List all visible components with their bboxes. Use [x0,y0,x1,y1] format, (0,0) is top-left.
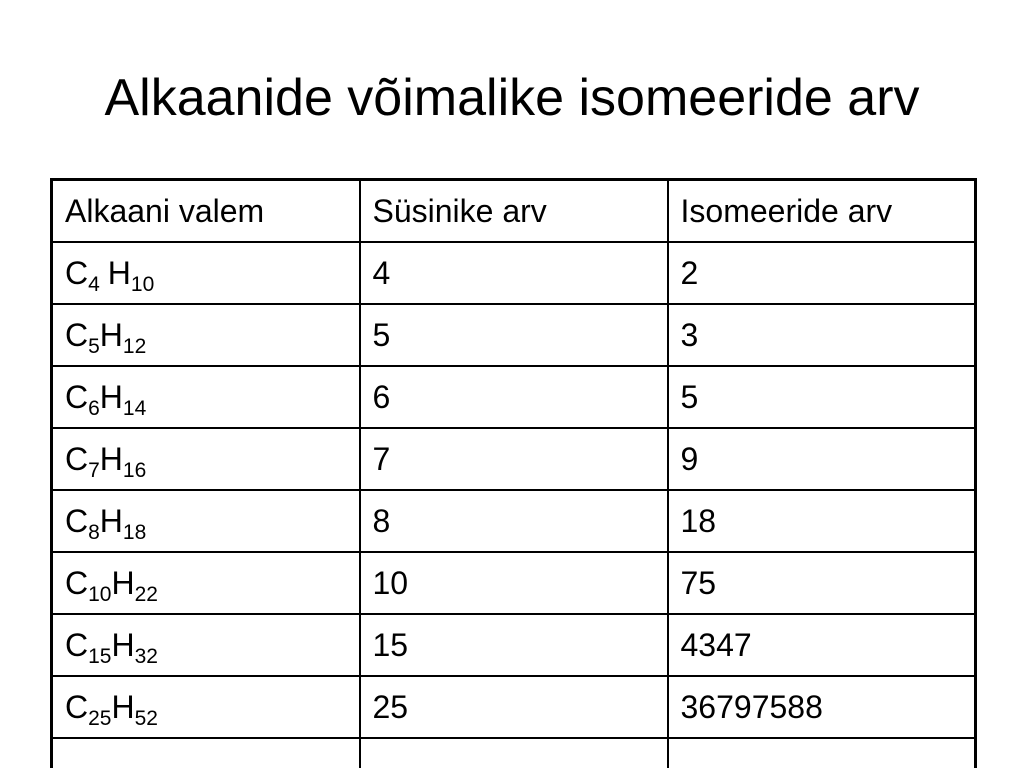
formula-hydrogen: H [111,688,135,725]
formula-hydrogen: H [107,254,131,291]
cell-carbon-count: 4 [360,242,668,304]
formula-hydrogen-subscript: 18 [122,520,147,544]
formula-hydrogen: H [99,378,123,415]
cell-carbon-count [360,738,668,768]
cell-carbon-count: 8 [360,490,668,552]
table-row [52,614,976,676]
formula-hydrogen: H [111,564,135,601]
table-body [52,242,976,768]
cell-formula [52,614,360,676]
cell-formula [52,304,360,366]
cell-carbon-count: 5 [360,304,668,366]
table-row [52,552,976,614]
cell-carbon-count: 6 [360,366,668,428]
cell-carbon-count: 15 [360,614,668,676]
header-carbon-count: Süsinike arv [360,180,668,243]
formula-carbon-subscript: 4 [88,272,100,296]
formula-carbon-subscript: 6 [88,396,100,420]
slide-title: Alkaanide võimalike isomeeride arv [104,69,920,127]
formula-carbon-subscript: 8 [88,520,100,544]
formula-hydrogen-subscript: 52 [134,706,158,730]
cell-formula [52,366,360,428]
formula-hydrogen-subscript: 32 [134,644,158,668]
formula-carbon-subscript: 7 [88,458,100,482]
formula-carbon-subscript: 5 [88,334,100,358]
cell-isomer-count: 3 [668,304,976,366]
table-row [52,676,976,738]
formula-hydrogen: H [99,440,123,477]
formula-hydrogen-subscript: 10 [130,272,155,296]
formula-carbon: C [65,254,89,291]
cell-isomer-count: 5 [668,366,976,428]
formula-carbon-subscript: 25 [88,706,112,730]
header-isomer-count: Isomeeride arv [668,180,976,243]
table-row [52,738,976,768]
formula-carbon-subscript: 10 [88,582,112,606]
formula-carbon: C [65,564,89,601]
cell-isomer-count: 75 [668,552,976,614]
cell-carbon-count: 10 [360,552,668,614]
formula-carbon-subscript: 15 [88,644,112,668]
table-row [52,304,976,366]
formula-hydrogen-subscript: 12 [122,334,147,358]
formula-carbon: C [65,626,89,663]
cell-formula [52,490,360,552]
formula-carbon: C [65,440,89,477]
table-row [52,428,976,490]
formula-carbon: C [65,502,89,539]
cell-carbon-count: 7 [360,428,668,490]
cell-isomer-count: 18 [668,490,976,552]
cell-formula [52,738,360,768]
formula-hydrogen-subscript: 16 [122,458,147,482]
table-row [52,490,976,552]
formula-hydrogen-subscript: 14 [122,396,147,420]
formula-hydrogen-subscript: 22 [134,582,158,606]
cell-isomer-count: 2 [668,242,976,304]
cell-formula [52,676,360,738]
cell-carbon-count: 25 [360,676,668,738]
table-row [52,366,976,428]
cell-isomer-count: 9 [668,428,976,490]
formula-hydrogen: H [99,316,123,353]
formula-hydrogen: H [99,502,123,539]
cell-formula [52,242,360,304]
table-row [52,242,976,304]
header-formula: Alkaani valem [52,180,360,243]
cell-isomer-count: 36797588 [668,676,976,738]
isomer-count-table [50,178,977,768]
cell-formula [52,428,360,490]
cell-isomer-count: 4347 [668,614,976,676]
cell-formula [52,552,360,614]
formula-carbon: C [65,378,89,415]
formula-carbon: C [65,316,89,353]
formula-carbon: C [65,688,89,725]
cell-isomer-count [668,738,976,768]
formula-hydrogen: H [111,626,135,663]
table-header-row [52,180,976,243]
